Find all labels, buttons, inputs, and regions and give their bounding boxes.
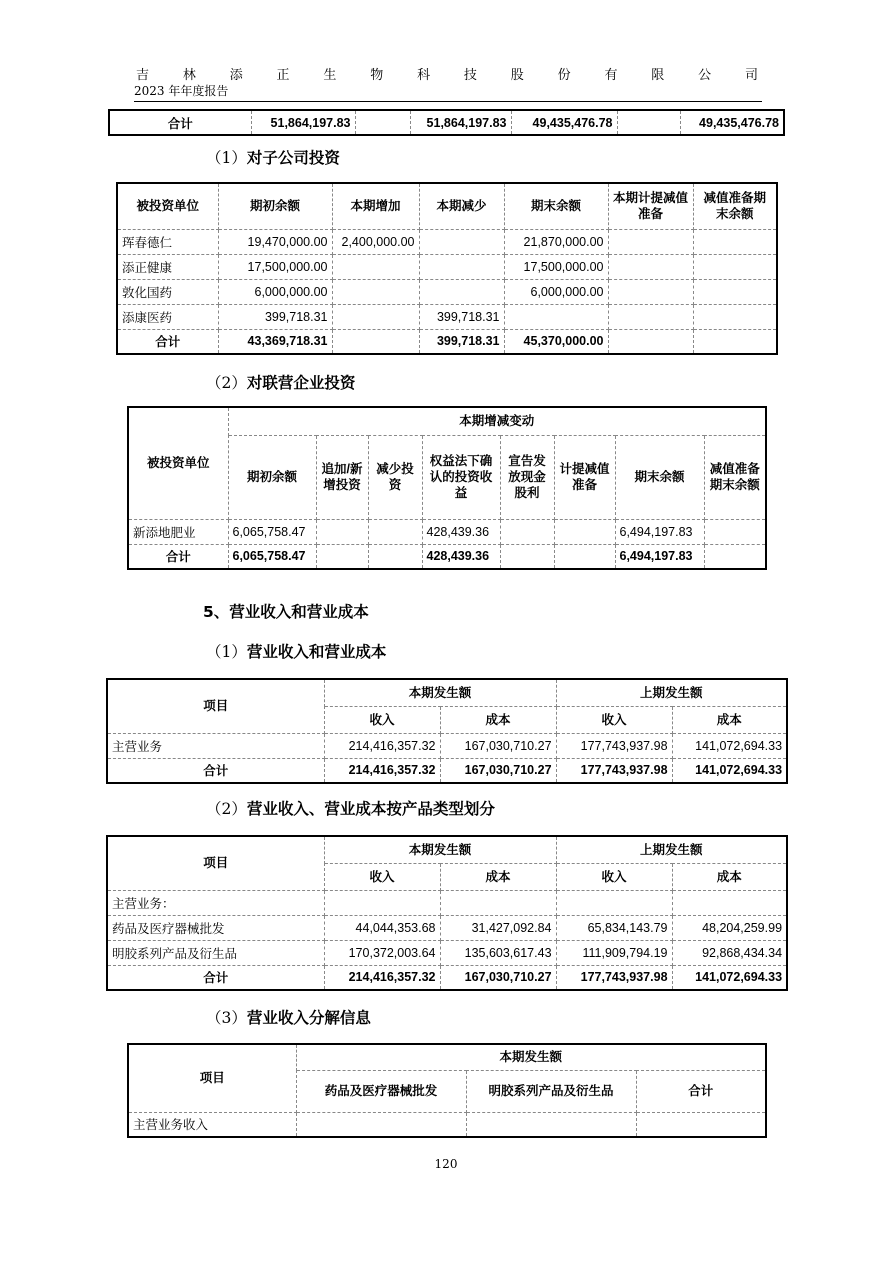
- table-cell: 428,439.36: [422, 519, 500, 544]
- table-cell: [693, 304, 777, 329]
- company-char: 司: [744, 68, 758, 83]
- section-heading-associate: （2）对联营企业投资: [206, 374, 356, 392]
- column-header: 本期计提减值准备: [608, 183, 693, 229]
- column-header: 被投资单位: [128, 407, 228, 519]
- table-cell: [608, 329, 693, 354]
- table-cell: 45,370,000.00: [504, 329, 608, 354]
- table-cell: [500, 519, 554, 544]
- table-cell: 428,439.36: [422, 544, 500, 569]
- table-cell: [332, 254, 419, 279]
- table-cell: [316, 519, 368, 544]
- table-cell: 111,909,794.19: [556, 940, 672, 965]
- row-label: 添正健康: [117, 254, 218, 279]
- row-label: 敦化国药: [117, 279, 218, 304]
- table-cell: 167,030,710.27: [440, 733, 556, 758]
- table-cell: 399,718.31: [218, 304, 332, 329]
- table-cell: 17,500,000.00: [504, 254, 608, 279]
- table-cell: [554, 519, 615, 544]
- table-cell: 177,743,937.98: [556, 965, 672, 990]
- table-cell: 6,494,197.83: [615, 519, 704, 544]
- table-cell: 141,072,694.33: [672, 965, 787, 990]
- table-cell: [419, 254, 504, 279]
- column-header: 收入: [556, 863, 672, 890]
- table-cell: [368, 519, 422, 544]
- table-cell: 399,718.31: [419, 304, 504, 329]
- column-header: 合计: [636, 1070, 766, 1112]
- row-label: 新添地肥业: [128, 519, 228, 544]
- table-cell: [556, 890, 672, 915]
- table-cell: 177,743,937.98: [556, 758, 672, 783]
- total-label: 合计: [128, 544, 228, 569]
- row-label: 药品及医疗器械批发: [107, 915, 324, 940]
- table-row: [117, 254, 777, 279]
- table-cell: 49,435,476.78: [511, 110, 617, 135]
- table-cell: 214,416,357.32: [324, 758, 440, 783]
- table-header-row: [128, 1044, 766, 1070]
- table-cell: [466, 1112, 636, 1137]
- table-row: [117, 229, 777, 254]
- table-row: [107, 890, 787, 915]
- column-header: 成本: [672, 706, 787, 733]
- table-cell: [672, 890, 787, 915]
- company-name: [136, 64, 758, 83]
- column-header: 收入: [324, 706, 440, 733]
- column-header: 明胶系列产品及衍生品: [466, 1070, 636, 1112]
- company-char: 有: [604, 68, 618, 83]
- table-cell: 51,864,197.83: [251, 110, 355, 135]
- table-cell: 44,044,353.68: [324, 915, 440, 940]
- column-header: 计提减值准备: [554, 435, 615, 519]
- table-header-row: [117, 183, 777, 229]
- revenue-cost-table: [106, 678, 788, 784]
- report-year-title: 2023 年年度报告: [134, 84, 229, 98]
- company-char: 生: [323, 68, 337, 83]
- column-header: 被投资单位: [117, 183, 218, 229]
- table-cell: [608, 229, 693, 254]
- column-header: 项目: [107, 679, 324, 733]
- group-header: 本期发生额: [324, 836, 556, 863]
- table-header-row: [107, 679, 787, 706]
- company-char: 公: [698, 68, 712, 83]
- table-row: [107, 733, 787, 758]
- table-cell: 177,743,937.98: [556, 733, 672, 758]
- column-header: 权益法下确认的投资收益: [422, 435, 500, 519]
- table-cell: [332, 304, 419, 329]
- header-divider: [134, 101, 762, 102]
- table-cell: [693, 329, 777, 354]
- column-header: 期初余额: [218, 183, 332, 229]
- table-row: [117, 304, 777, 329]
- table-cell: [500, 544, 554, 569]
- carry-total-table: [108, 109, 785, 136]
- revenue-by-product-table: [106, 835, 788, 991]
- company-char: 限: [651, 68, 665, 83]
- section-heading-revenue-breakdown: （3）营业收入分解信息: [206, 1009, 371, 1027]
- table-cell: [332, 279, 419, 304]
- table-cell: [419, 279, 504, 304]
- table-cell: [704, 519, 766, 544]
- group-header: 本期发生额: [296, 1044, 766, 1070]
- table-cell: [368, 544, 422, 569]
- table-cell: [693, 229, 777, 254]
- table-cell: 6,065,758.47: [228, 519, 316, 544]
- table-row: [107, 915, 787, 940]
- company-char: 正: [276, 68, 290, 83]
- table-cell: 48,204,259.99: [672, 915, 787, 940]
- table-total-row: [107, 758, 787, 783]
- revenue-breakdown-table: [127, 1043, 767, 1138]
- table-row: [117, 279, 777, 304]
- table-cell: [324, 890, 440, 915]
- table-cell: 49,435,476.78: [680, 110, 784, 135]
- row-label: 主营业务收入: [128, 1112, 296, 1137]
- section-heading-by-product: （2）营业收入、营业成本按产品类型划分: [206, 800, 495, 818]
- column-header: 收入: [556, 706, 672, 733]
- table-cell: 141,072,694.33: [672, 758, 787, 783]
- column-header: 成本: [440, 863, 556, 890]
- row-label: 添康医药: [117, 304, 218, 329]
- associate-investment-table: [127, 406, 767, 570]
- table-row: [107, 940, 787, 965]
- table-row: [128, 519, 766, 544]
- table-cell: 65,834,143.79: [556, 915, 672, 940]
- table-cell: 141,072,694.33: [672, 733, 787, 758]
- table-total-row: [107, 965, 787, 990]
- table-cell: [504, 304, 608, 329]
- table-header-row: [128, 407, 766, 435]
- company-char: 添: [229, 68, 243, 83]
- page-number: 120: [434, 1157, 458, 1171]
- table-cell: [608, 304, 693, 329]
- company-char: 份: [557, 68, 571, 83]
- column-header: 追加/新增投资: [316, 435, 368, 519]
- column-header: 药品及医疗器械批发: [296, 1070, 466, 1112]
- total-label: 合计: [107, 965, 324, 990]
- table-cell: 51,864,197.83: [410, 110, 511, 135]
- company-char: 吉: [136, 68, 150, 83]
- table-cell: 214,416,357.32: [324, 733, 440, 758]
- section-heading-revenue-cost: （1）营业收入和营业成本: [206, 643, 387, 661]
- table-cell: 214,416,357.32: [324, 965, 440, 990]
- table-cell: 167,030,710.27: [440, 965, 556, 990]
- column-header: 项目: [107, 836, 324, 890]
- table-cell: 6,000,000.00: [504, 279, 608, 304]
- column-header: 成本: [672, 863, 787, 890]
- row-label: 主营业务：: [107, 890, 324, 915]
- table-cell: [608, 279, 693, 304]
- table-cell: [419, 229, 504, 254]
- total-label: 合计: [109, 110, 251, 135]
- company-char: 科: [417, 68, 431, 83]
- table-cell: [554, 544, 615, 569]
- total-label: 合计: [107, 758, 324, 783]
- table-cell: 167,030,710.27: [440, 758, 556, 783]
- table-header-row: [107, 836, 787, 863]
- column-header: 本期减少: [419, 183, 504, 229]
- table-cell: 6,494,197.83: [615, 544, 704, 569]
- table-cell: 92,868,434.34: [672, 940, 787, 965]
- table-cell: 19,470,000.00: [218, 229, 332, 254]
- column-header: 宣告发放现金股利: [500, 435, 554, 519]
- group-header: 本期增减变动: [228, 407, 766, 435]
- table-cell: [355, 110, 410, 135]
- column-header: 期末余额: [504, 183, 608, 229]
- table-cell: [617, 110, 680, 135]
- column-header: 期初余额: [228, 435, 316, 519]
- table-cell: [636, 1112, 766, 1137]
- table-total-row: [128, 544, 766, 569]
- group-header: 上期发生额: [556, 836, 787, 863]
- table-cell: 2,400,000.00: [332, 229, 419, 254]
- table-cell: [704, 544, 766, 569]
- table-cell: 6,000,000.00: [218, 279, 332, 304]
- table-cell: 170,372,003.64: [324, 940, 440, 965]
- table-cell: [332, 329, 419, 354]
- column-header: 本期增加: [332, 183, 419, 229]
- table-cell: [316, 544, 368, 569]
- column-header: 项目: [128, 1044, 296, 1112]
- column-header: 减值准备期末余额: [693, 183, 777, 229]
- table-row: [109, 110, 784, 135]
- section-heading-subsidiary: （1）对子公司投资: [206, 149, 340, 167]
- column-header: 收入: [324, 863, 440, 890]
- company-char: 林: [182, 68, 196, 83]
- table-cell: 17,500,000.00: [218, 254, 332, 279]
- table-cell: 135,603,617.43: [440, 940, 556, 965]
- table-cell: 21,870,000.00: [504, 229, 608, 254]
- table-cell: 399,718.31: [419, 329, 504, 354]
- row-label: 明胶系列产品及衍生品: [107, 940, 324, 965]
- subsidiary-investment-table: [116, 182, 778, 355]
- row-label: 珲春德仁: [117, 229, 218, 254]
- table-cell: 43,369,718.31: [218, 329, 332, 354]
- column-header: 成本: [440, 706, 556, 733]
- column-header: 减值准备期末余额: [704, 435, 766, 519]
- table-cell: [608, 254, 693, 279]
- table-cell: [693, 254, 777, 279]
- group-header: 本期发生额: [324, 679, 556, 706]
- table-total-row: [117, 329, 777, 354]
- row-label: 主营业务: [107, 733, 324, 758]
- total-label: 合计: [117, 329, 218, 354]
- company-char: 技: [463, 68, 477, 83]
- group-header: 上期发生额: [556, 679, 787, 706]
- section-heading-revenue: 5、营业收入和营业成本: [203, 603, 369, 621]
- table-cell: 31,427,092.84: [440, 915, 556, 940]
- column-header: 期末余额: [615, 435, 704, 519]
- table-cell: 6,065,758.47: [228, 544, 316, 569]
- company-char: 物: [370, 68, 384, 83]
- table-cell: [440, 890, 556, 915]
- column-header: 减少投资: [368, 435, 422, 519]
- table-cell: [693, 279, 777, 304]
- table-cell: [296, 1112, 466, 1137]
- company-char: 股: [510, 68, 524, 83]
- table-row: [128, 1112, 766, 1137]
